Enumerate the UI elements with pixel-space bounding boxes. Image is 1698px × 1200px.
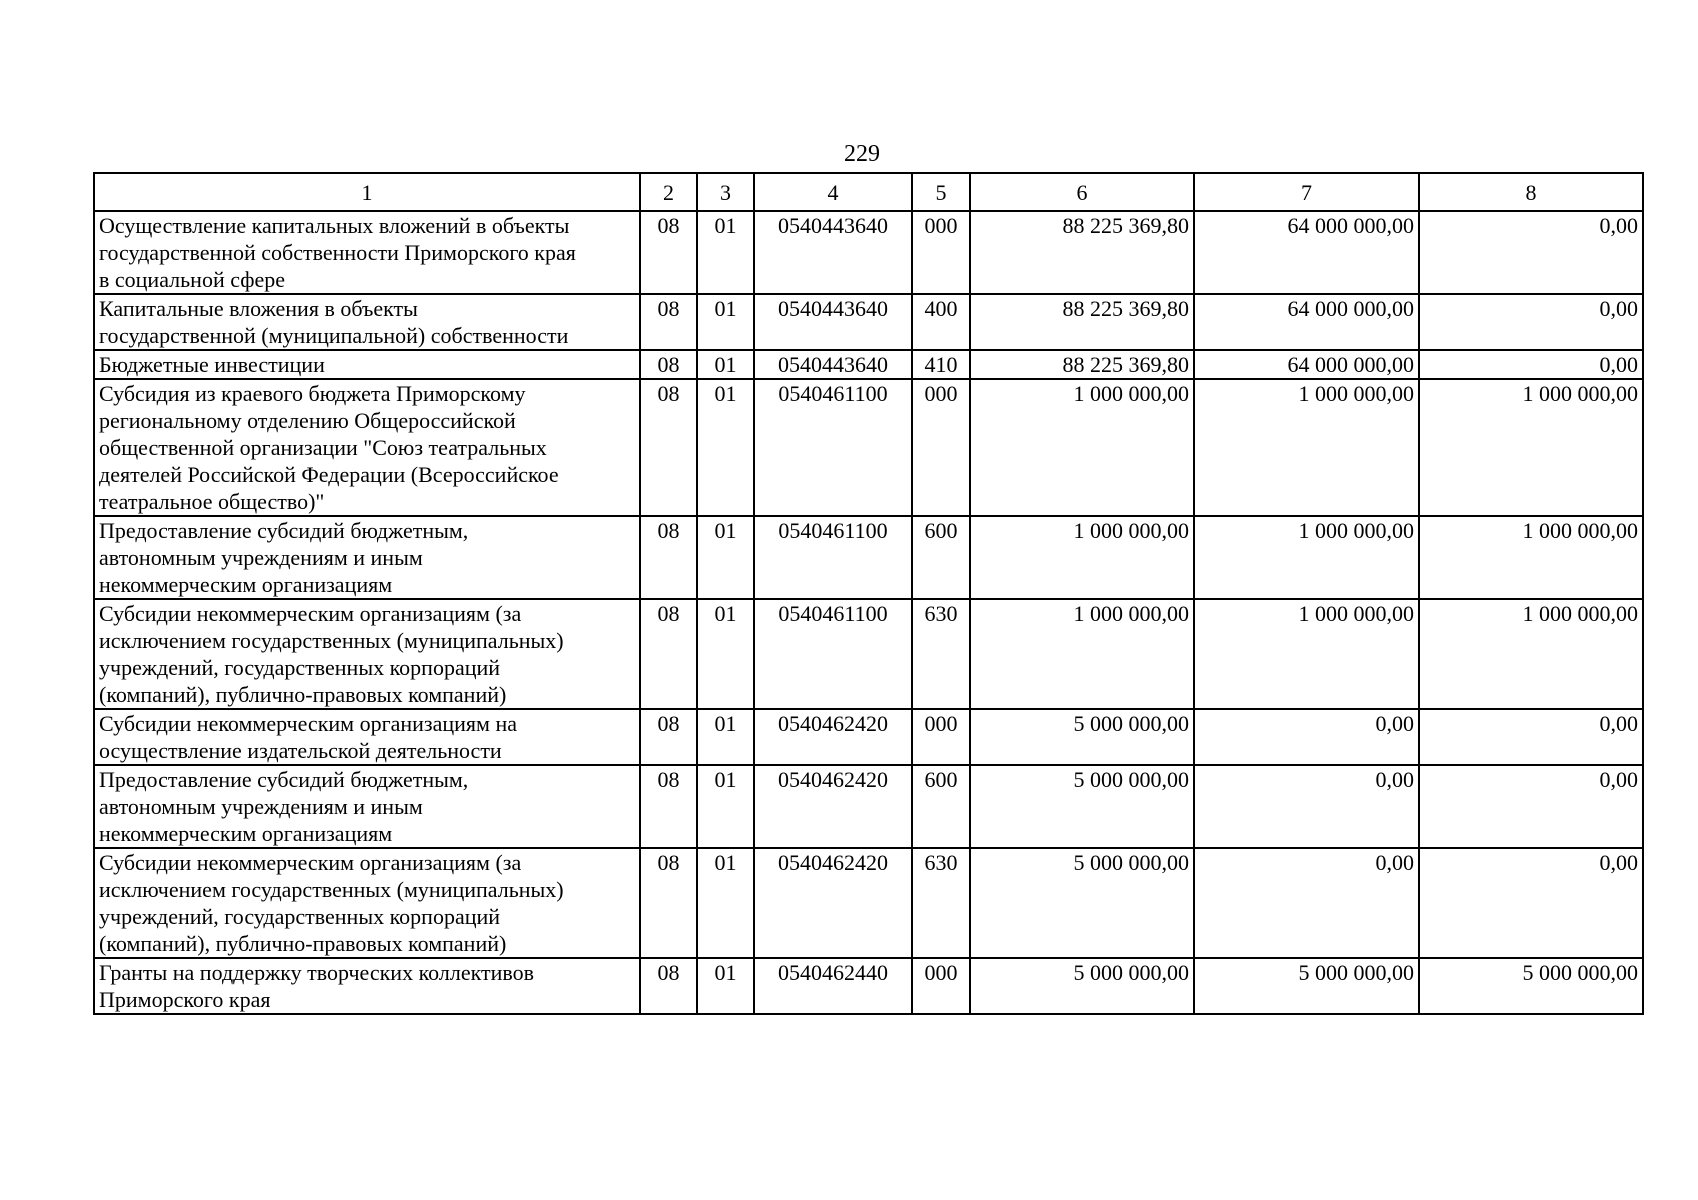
section-code: 08 xyxy=(640,350,697,379)
target-article-code: 0540461100 xyxy=(754,599,912,709)
amount-col-6: 5 000 000,00 xyxy=(970,765,1194,848)
table-row xyxy=(94,958,1643,1014)
row-description: Гранты на поддержку творческих коллективов Приморского края xyxy=(94,958,640,1014)
subsection-code: 01 xyxy=(697,958,754,1014)
table-body xyxy=(94,211,1643,1014)
subsection-code: 01 xyxy=(697,765,754,848)
column-header-6: 6 xyxy=(970,173,1194,211)
amount-col-7: 5 000 000,00 xyxy=(1194,958,1419,1014)
amount-col-7: 1 000 000,00 xyxy=(1194,379,1419,516)
target-article-code: 0540461100 xyxy=(754,516,912,599)
amount-col-7: 1 000 000,00 xyxy=(1194,599,1419,709)
expense-type-code: 000 xyxy=(912,211,970,294)
target-article-code: 0540443640 xyxy=(754,350,912,379)
expense-type-code: 600 xyxy=(912,516,970,599)
table-row xyxy=(94,516,1643,599)
amount-col-6: 88 225 369,80 xyxy=(970,211,1194,294)
target-article-code: 0540461100 xyxy=(754,379,912,516)
amount-col-7: 1 000 000,00 xyxy=(1194,516,1419,599)
row-description: Субсидии некоммерческим организациям (за исключением государственных (муниципальных) учреждений, государственных корпораций (компаний), публично-правовых компаний) xyxy=(94,599,640,709)
amount-col-7: 0,00 xyxy=(1194,848,1419,958)
table-header xyxy=(94,173,1643,211)
expense-type-code: 600 xyxy=(912,765,970,848)
subsection-code: 01 xyxy=(697,350,754,379)
amount-col-6: 88 225 369,80 xyxy=(970,294,1194,350)
amount-col-7: 0,00 xyxy=(1194,765,1419,848)
row-description: Субсидия из краевого бюджета Приморскому региональному отделению Общероссийской общественной организации "Союз театральных деятелей Российской Федерации (Всероссийское театральное общество)" xyxy=(94,379,640,516)
amount-col-6: 1 000 000,00 xyxy=(970,599,1194,709)
table-row xyxy=(94,599,1643,709)
target-article-code: 0540462420 xyxy=(754,848,912,958)
expense-type-code: 630 xyxy=(912,848,970,958)
table-row xyxy=(94,379,1643,516)
amount-col-8: 0,00 xyxy=(1419,294,1643,350)
amount-col-8: 1 000 000,00 xyxy=(1419,599,1643,709)
budget-table xyxy=(93,172,1644,1015)
amount-col-8: 5 000 000,00 xyxy=(1419,958,1643,1014)
column-header-5: 5 xyxy=(912,173,970,211)
subsection-code: 01 xyxy=(697,379,754,516)
expense-type-code: 000 xyxy=(912,709,970,765)
table-row xyxy=(94,709,1643,765)
expense-type-code: 000 xyxy=(912,958,970,1014)
amount-col-8: 0,00 xyxy=(1419,765,1643,848)
amount-col-6: 5 000 000,00 xyxy=(970,709,1194,765)
amount-col-8: 0,00 xyxy=(1419,709,1643,765)
table-row xyxy=(94,765,1643,848)
column-header-3: 3 xyxy=(697,173,754,211)
amount-col-7: 64 000 000,00 xyxy=(1194,211,1419,294)
column-header-4: 4 xyxy=(754,173,912,211)
expense-type-code: 400 xyxy=(912,294,970,350)
column-header-8: 8 xyxy=(1419,173,1643,211)
table-row xyxy=(94,294,1643,350)
target-article-code: 0540462440 xyxy=(754,958,912,1014)
amount-col-7: 64 000 000,00 xyxy=(1194,350,1419,379)
target-article-code: 0540462420 xyxy=(754,765,912,848)
target-article-code: 0540443640 xyxy=(754,211,912,294)
section-code: 08 xyxy=(640,765,697,848)
row-description: Субсидии некоммерческим организациям (за исключением государственных (муниципальных) учреждений, государственных корпораций (компаний), публично-правовых компаний) xyxy=(94,848,640,958)
target-article-code: 0540443640 xyxy=(754,294,912,350)
table-row xyxy=(94,350,1643,379)
amount-col-7: 64 000 000,00 xyxy=(1194,294,1419,350)
amount-col-8: 0,00 xyxy=(1419,848,1643,958)
subsection-code: 01 xyxy=(697,709,754,765)
table-row xyxy=(94,848,1643,958)
amount-col-8: 0,00 xyxy=(1419,211,1643,294)
amount-col-6: 5 000 000,00 xyxy=(970,958,1194,1014)
row-description: Предоставление субсидий бюджетным, автономным учреждениям и иным некоммерческим организациям xyxy=(94,516,640,599)
amount-col-6: 88 225 369,80 xyxy=(970,350,1194,379)
page-number: 229 xyxy=(844,141,880,167)
section-code: 08 xyxy=(640,516,697,599)
subsection-code: 01 xyxy=(697,211,754,294)
row-description: Осуществление капитальных вложений в объекты государственной собственности Приморского края в социальной сфере xyxy=(94,211,640,294)
amount-col-7: 0,00 xyxy=(1194,709,1419,765)
row-description: Предоставление субсидий бюджетным, автономным учреждениям и иным некоммерческим организациям xyxy=(94,765,640,848)
amount-col-8: 0,00 xyxy=(1419,350,1643,379)
expense-type-code: 000 xyxy=(912,379,970,516)
amount-col-6: 5 000 000,00 xyxy=(970,848,1194,958)
section-code: 08 xyxy=(640,848,697,958)
row-description: Капитальные вложения в объекты государственной (муниципальной) собственности xyxy=(94,294,640,350)
header-row xyxy=(94,173,1643,211)
section-code: 08 xyxy=(640,294,697,350)
subsection-code: 01 xyxy=(697,599,754,709)
section-code: 08 xyxy=(640,958,697,1014)
section-code: 08 xyxy=(640,709,697,765)
expense-type-code: 630 xyxy=(912,599,970,709)
target-article-code: 0540462420 xyxy=(754,709,912,765)
subsection-code: 01 xyxy=(697,848,754,958)
amount-col-6: 1 000 000,00 xyxy=(970,379,1194,516)
column-header-1: 1 xyxy=(94,173,640,211)
table-row xyxy=(94,211,1643,294)
subsection-code: 01 xyxy=(697,516,754,599)
amount-col-8: 1 000 000,00 xyxy=(1419,379,1643,516)
amount-col-6: 1 000 000,00 xyxy=(970,516,1194,599)
subsection-code: 01 xyxy=(697,294,754,350)
expense-type-code: 410 xyxy=(912,350,970,379)
section-code: 08 xyxy=(640,599,697,709)
section-code: 08 xyxy=(640,211,697,294)
amount-col-8: 1 000 000,00 xyxy=(1419,516,1643,599)
column-header-7: 7 xyxy=(1194,173,1419,211)
section-code: 08 xyxy=(640,379,697,516)
row-description: Бюджетные инвестиции xyxy=(94,350,640,379)
column-header-2: 2 xyxy=(640,173,697,211)
row-description: Субсидии некоммерческим организациям на осуществление издательской деятельности xyxy=(94,709,640,765)
